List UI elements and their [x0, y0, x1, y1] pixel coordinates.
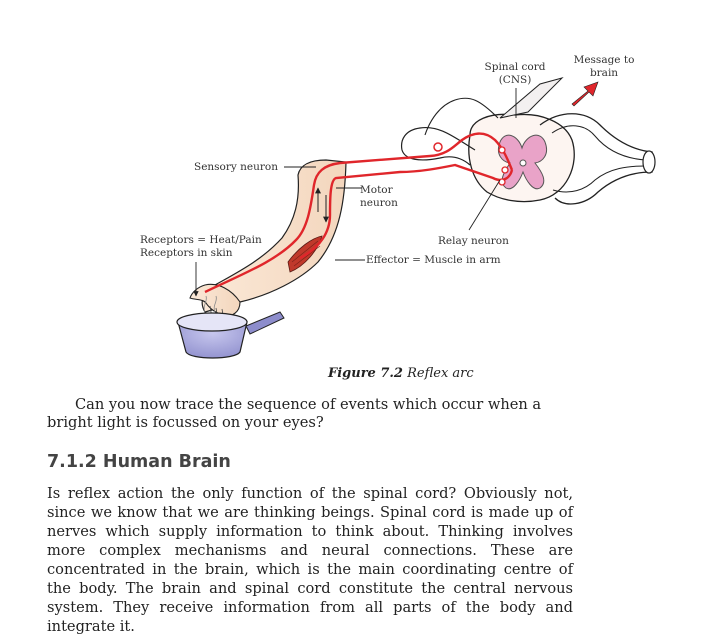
relay-neuron-label: Relay neuron: [438, 235, 509, 247]
section-heading: 7.1.2 Human Brain: [47, 452, 231, 472]
question-text: Can you now trace the sequence of events which occur when a bright light is focussed on your eyes?: [47, 396, 542, 431]
receptors-label: Receptors = Heat/Pain Receptors in skin: [140, 234, 262, 259]
effector-label: Effector = Muscle in arm: [366, 254, 501, 266]
message-arrow: [572, 82, 598, 106]
motor-neuron-label: Motor neuron: [360, 184, 398, 209]
body-paragraph: Is reflex action the only function of the spinal cord? Obviously not, since we know that we are thinking beings. Spinal cord is made up of nerves which supply information to think about. Thinking involves more complex mechanisms and neural connections. These are concentrated in the brain, which is the main coordinating centre of the body. The brain and spinal cord constitute the central nervous system. They receive information from all parts of the body and integrate it.: [47, 485, 573, 635]
figure-title: Reflex arc: [407, 366, 474, 381]
figure-number: Figure 7.2: [328, 366, 403, 381]
message-to-brain-label: Message to brain: [573, 54, 635, 79]
figure-caption: [328, 366, 474, 381]
spinal-cord-label: Spinal cord (CNS): [484, 61, 546, 86]
spinal-cord-section: [402, 78, 655, 204]
sensory-neuron-label: Sensory neuron: [194, 161, 279, 173]
